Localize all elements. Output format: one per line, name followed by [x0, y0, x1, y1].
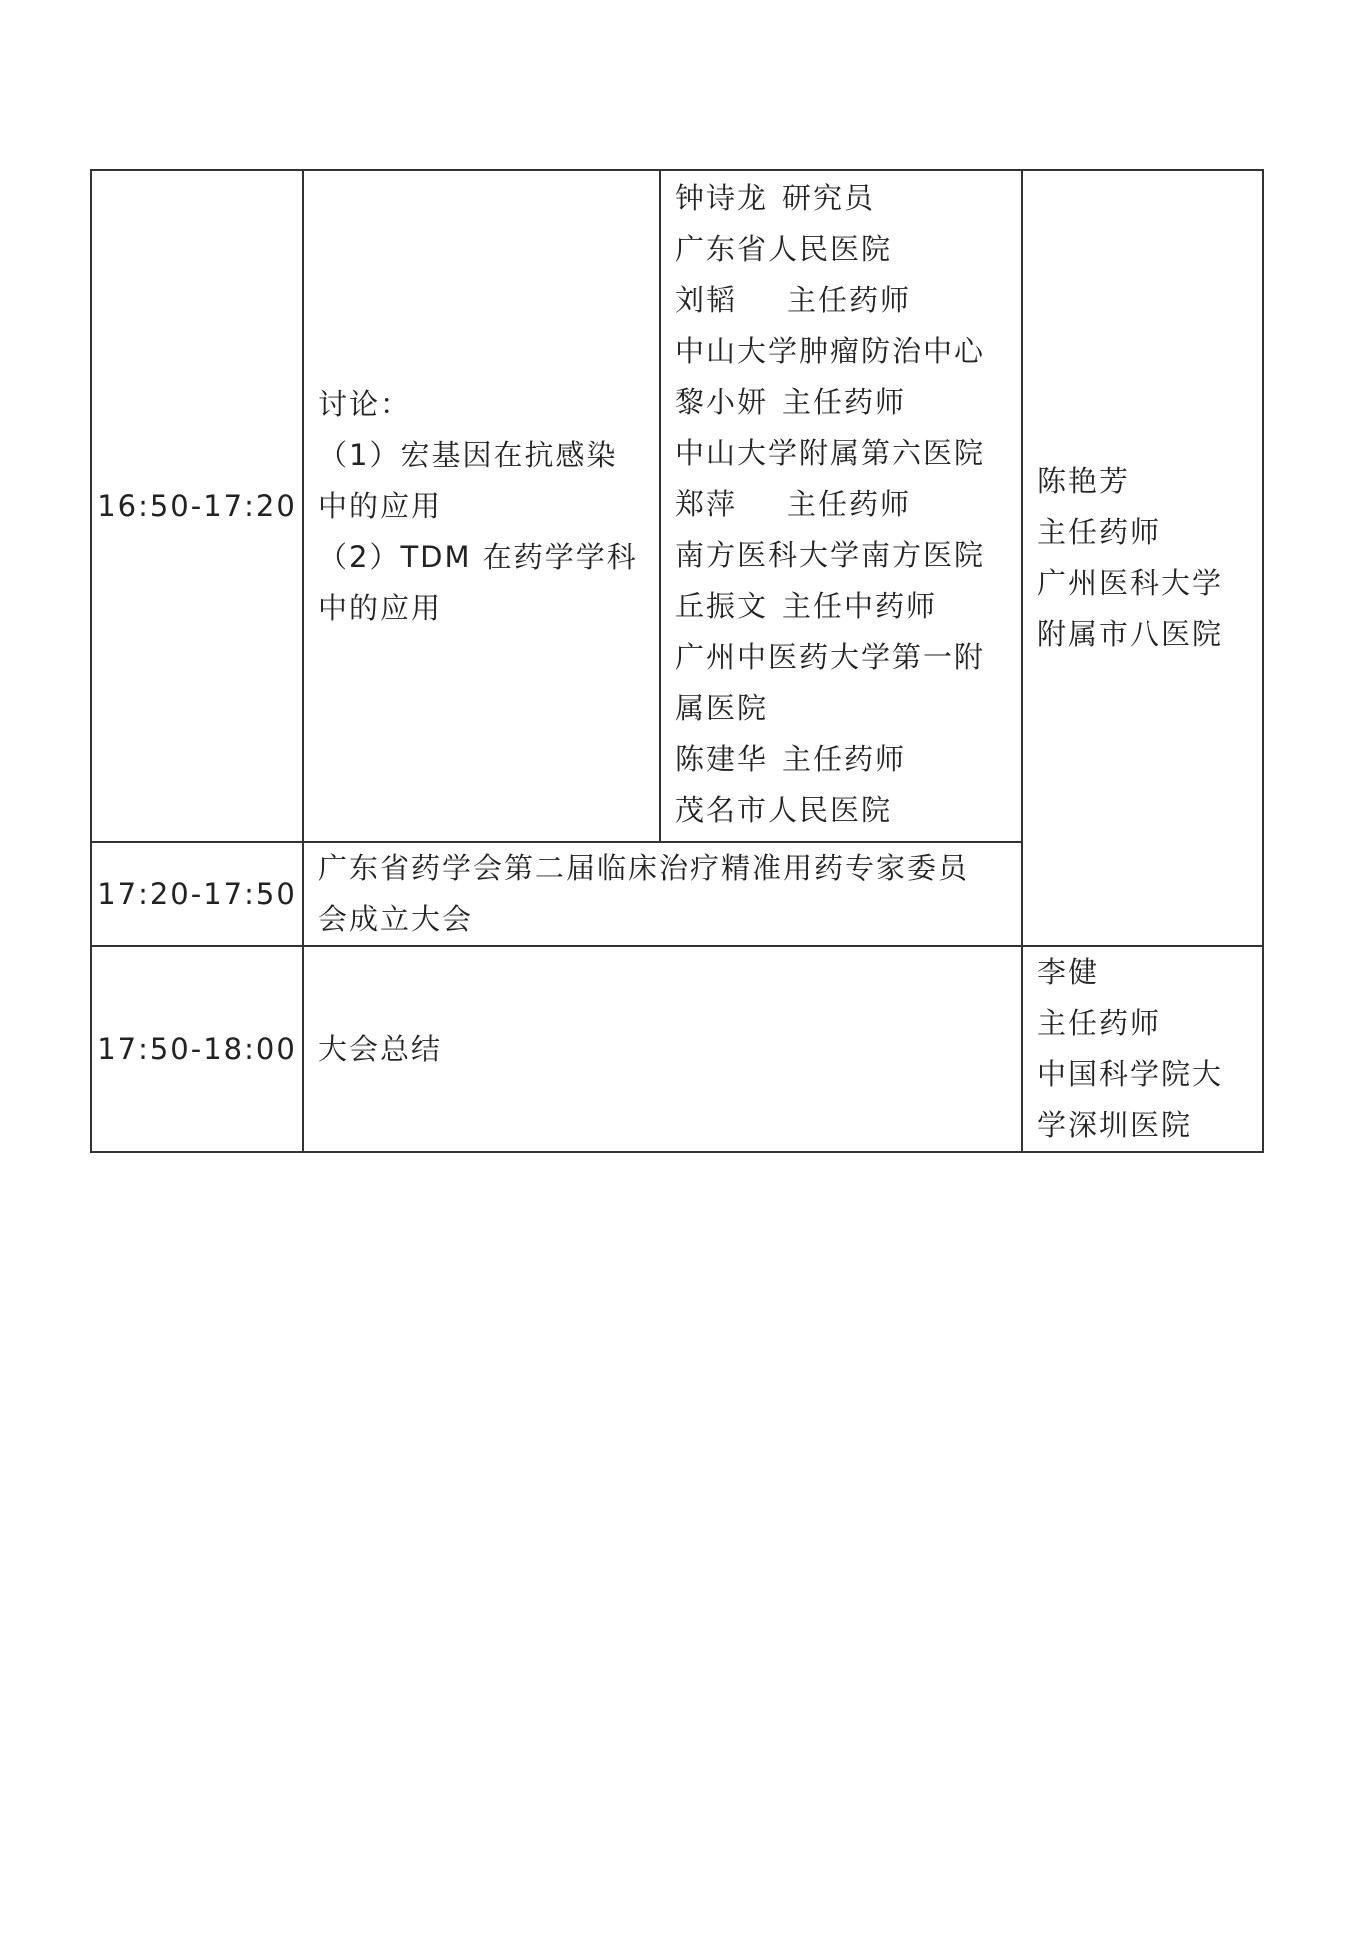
- speaker-name: 丘振文: [675, 589, 769, 623]
- speaker-name: 陈建华: [675, 742, 769, 776]
- speaker-name: 黎小妍: [675, 385, 769, 419]
- host-line: 中国科学院大: [1037, 1057, 1224, 1091]
- speaker-entry: [675, 173, 1021, 224]
- table-row: [91, 170, 1263, 842]
- topic-line: 中的应用: [318, 590, 443, 625]
- speaker-entry: [675, 581, 1021, 632]
- speaker-title: 主任药师: [787, 487, 912, 521]
- speaker-org: 广东省人民医院: [675, 232, 893, 266]
- speaker-entry: [675, 377, 1021, 428]
- host-cell: [1022, 170, 1263, 946]
- speaker-name: 郑萍: [675, 487, 738, 521]
- host-cell: [1022, 946, 1263, 1152]
- host-line: 学深圳医院: [1037, 1108, 1193, 1142]
- speaker-org: 属医院: [675, 691, 769, 725]
- speaker-org: 中山大学附属第六医院: [675, 436, 986, 470]
- speaker-entry: [675, 479, 1021, 530]
- speaker-entry: [675, 275, 1021, 326]
- topic-line: 会成立大会: [318, 902, 474, 936]
- table-row: [91, 946, 1263, 1152]
- speaker-title: 主任药师: [782, 742, 907, 776]
- time-cell: [91, 842, 303, 946]
- speaker-title: 主任药师: [787, 283, 912, 317]
- topic-cell: [303, 842, 1022, 946]
- speaker-org: 南方医科大学南方医院: [675, 538, 986, 572]
- topic-line: 讨论：: [318, 386, 412, 421]
- speaker-name: 钟诗龙: [675, 181, 769, 215]
- time-text: 16:50-17:20: [97, 488, 297, 523]
- speaker-org: 广州中医药大学第一附: [675, 640, 986, 674]
- speaker-org: 茂名市人民医院: [675, 793, 893, 827]
- speaker-title: 主任药师: [782, 385, 907, 419]
- schedule-table: [90, 169, 1264, 1153]
- time-text: 17:50-18:00: [97, 1031, 297, 1066]
- speaker-title: 研究员: [782, 181, 876, 215]
- topic-cell: [303, 946, 1022, 1152]
- speaker-org: 中山大学肿瘤防治中心: [675, 334, 986, 368]
- speaker-title: 主任中药师: [782, 589, 938, 623]
- host-line: 陈艳芳: [1037, 464, 1131, 498]
- topic-line: （2）TDM 在药学学科: [318, 539, 638, 574]
- topic-line: 大会总结: [318, 1031, 443, 1066]
- topic-line: 广东省药学会第二届临床治疗精准用药专家委员: [318, 851, 970, 885]
- host-line: 广州医科大学: [1037, 566, 1224, 600]
- speakers-cell: [660, 170, 1022, 842]
- time-cell: [91, 946, 303, 1152]
- topic-line: （1）宏基因在抗感染: [318, 437, 618, 472]
- topic-line: 中的应用: [318, 488, 443, 523]
- time-cell: [91, 170, 303, 842]
- host-line: 主任药师: [1037, 515, 1162, 549]
- speaker-entry: [675, 734, 1021, 785]
- time-text: 17:20-17:50: [97, 876, 297, 911]
- topic-cell: [303, 170, 660, 842]
- host-line: 主任药师: [1037, 1006, 1162, 1040]
- host-line: 李健: [1037, 955, 1100, 989]
- speaker-name: 刘韬: [675, 283, 738, 317]
- host-line: 附属市八医院: [1037, 617, 1224, 651]
